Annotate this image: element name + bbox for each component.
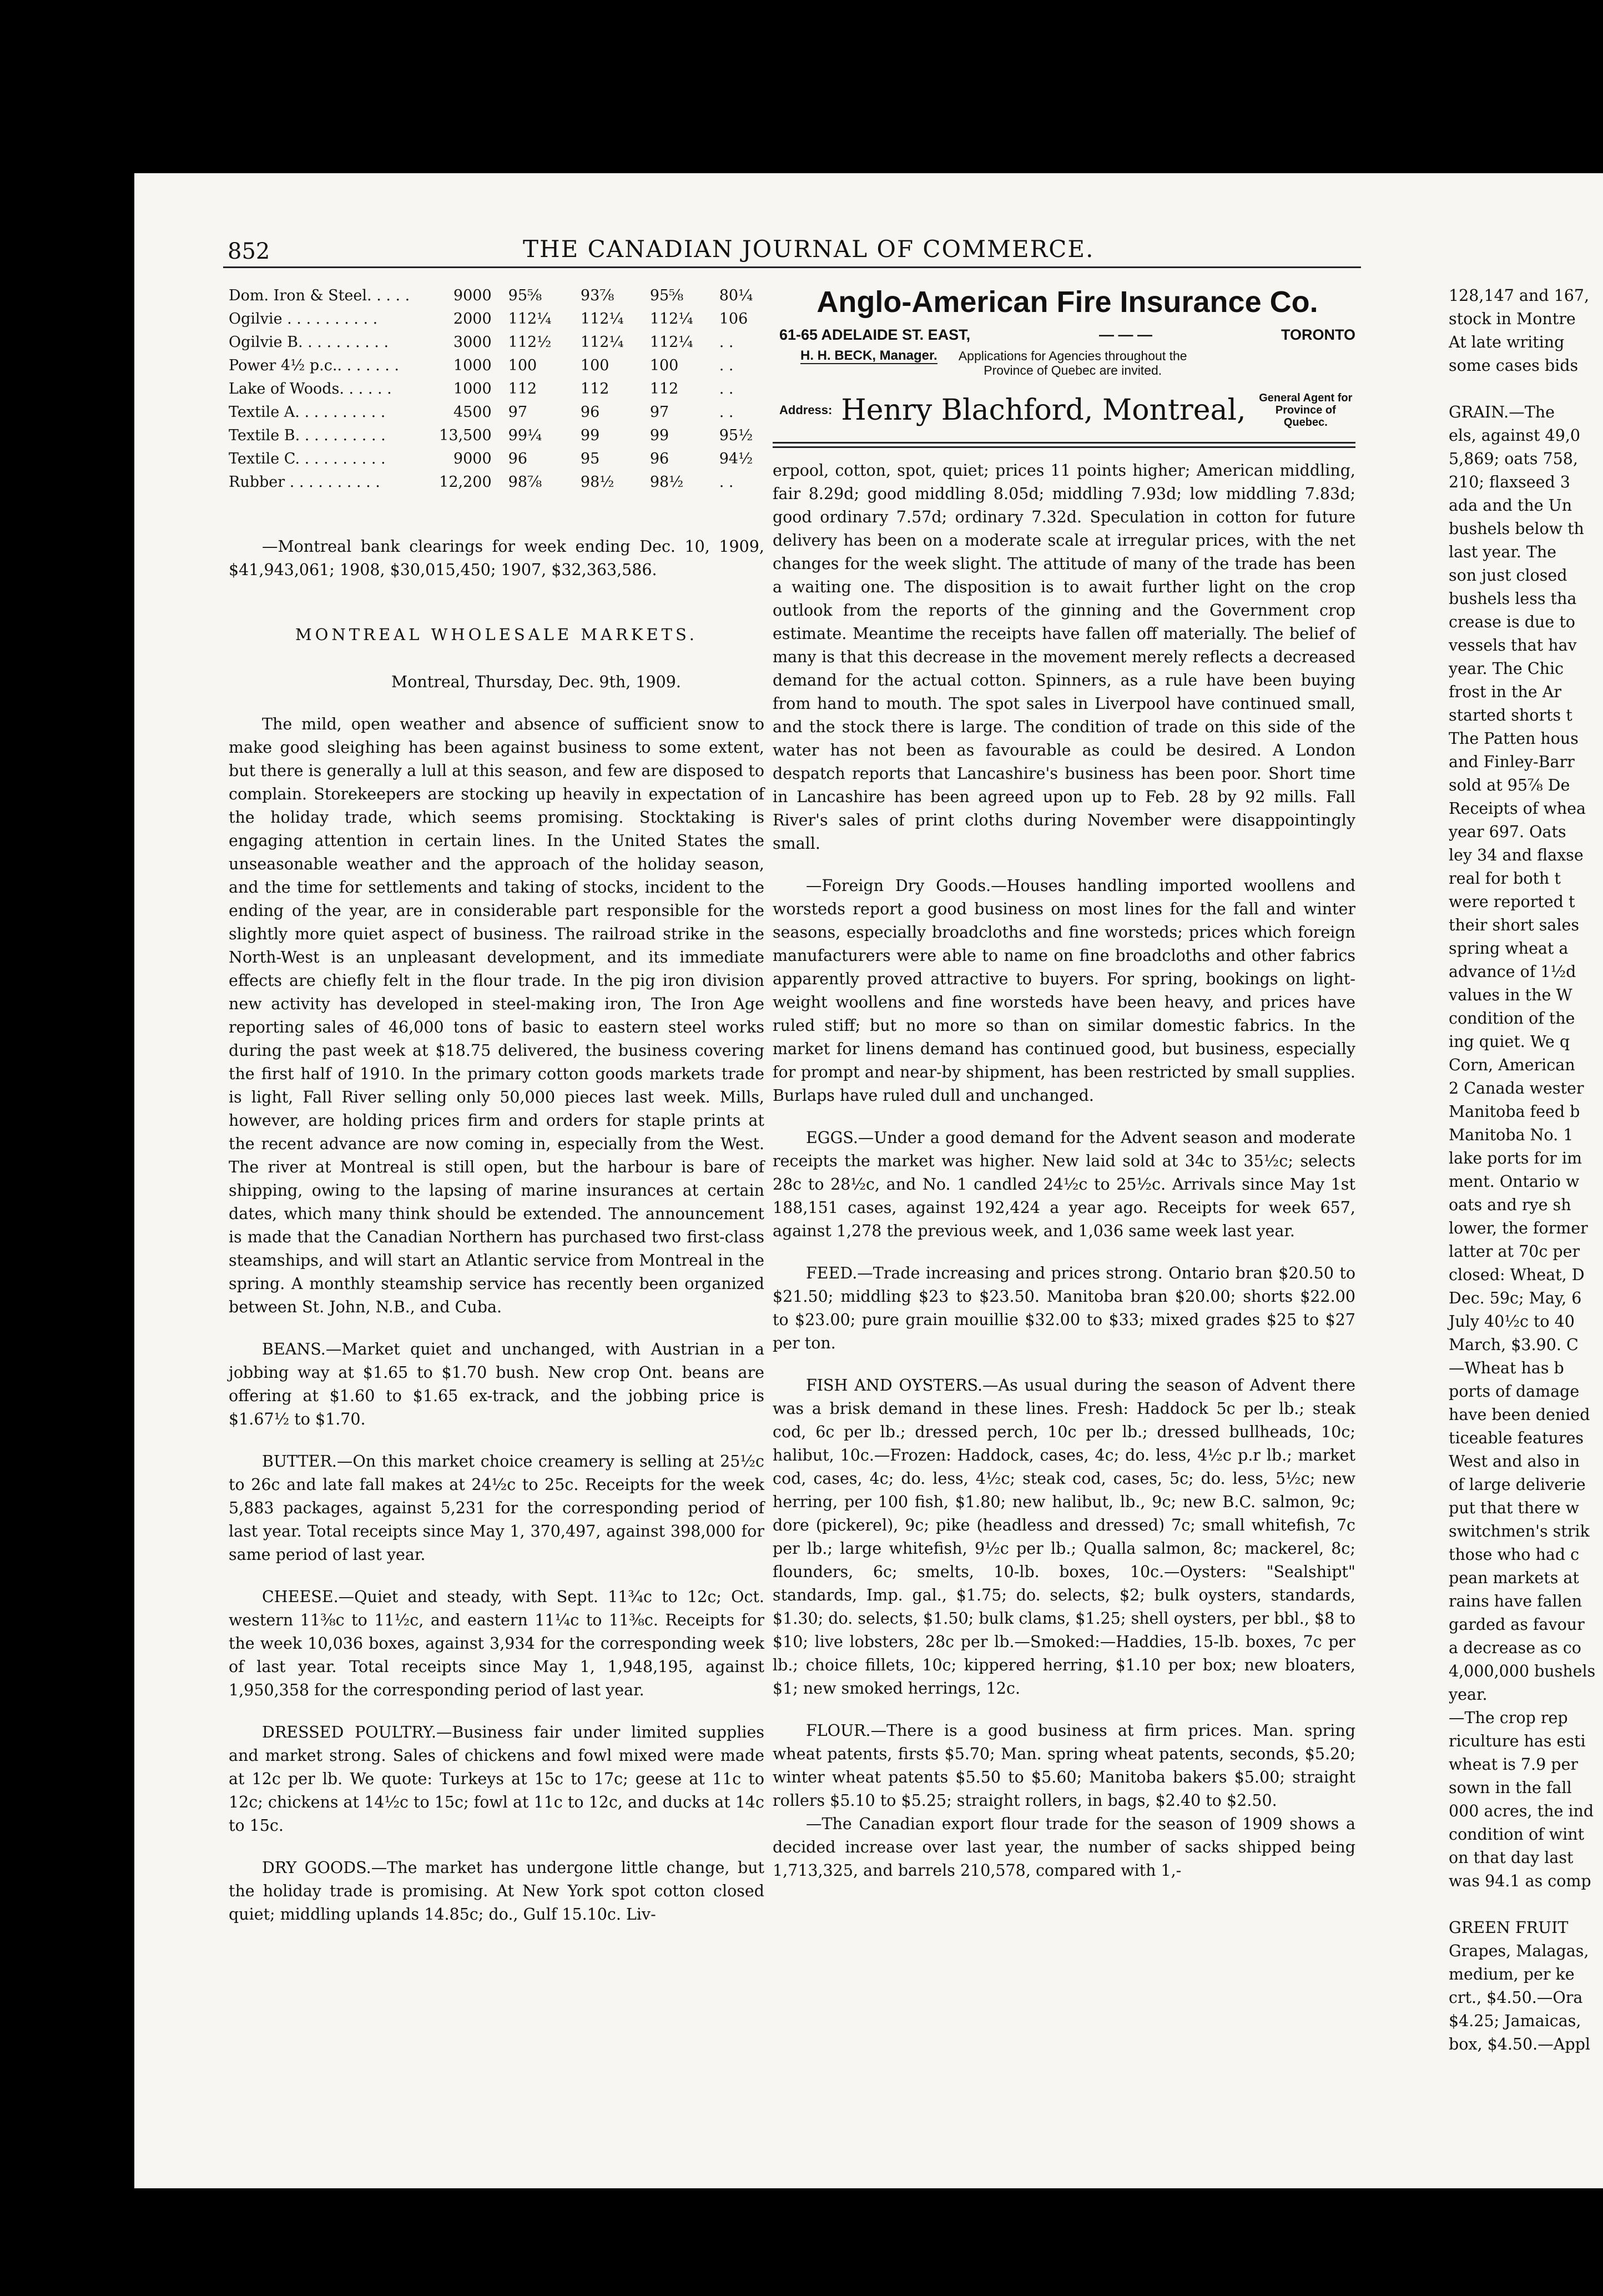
stock-cell-c1: 95⅝ bbox=[508, 287, 542, 304]
stock-row bbox=[229, 447, 762, 471]
stock-cell-shares: 1000 bbox=[453, 380, 492, 397]
adjacent-page-line: box, $4.50.—Appl bbox=[1449, 2035, 1590, 2053]
adjacent-page-line: West and also in bbox=[1449, 1452, 1580, 1471]
adjacent-page-line: ticeable features bbox=[1449, 1429, 1584, 1447]
adjacent-page-line: those who had c bbox=[1449, 1545, 1580, 1564]
adjacent-page-line: year. The Chic bbox=[1449, 659, 1564, 678]
stock-table bbox=[229, 284, 762, 494]
butter-paragraph: BUTTER.—On this market choice creamery is selling at 25½c to 26c and late fall makes at 24½c to 25c. Receipts for the week 5,883 packages, against 5,231 for the corresponding period of last year. Total receipts since May 1, 370,497, against 398,000 for same period of last year. bbox=[229, 1452, 764, 1564]
adjacent-page-line: a decrease as co bbox=[1449, 1639, 1581, 1657]
adjacent-page-line: els, against 49,0 bbox=[1449, 426, 1581, 445]
section-heading: MONTREAL WHOLESALE MARKETS. bbox=[295, 625, 698, 644]
stock-cell-c4: 106 bbox=[719, 310, 748, 328]
ad-address-label: Address: bbox=[779, 403, 833, 417]
beans-paragraph: BEANS.—Market quiet and unchanged, with Austrian in a jobbing way at $1.65 to $1.70 bush. New crop Ont. beans are offering at $1.60 to $1.65 ex-track, and the jobbing price is $1.67½ to $1.70. bbox=[229, 1340, 764, 1428]
ad-city: TORONTO bbox=[1281, 326, 1355, 343]
liverpool-paragraph: erpool, cotton, spot, quiet; prices 11 points higher; American middling, fair 8.29d; good middling 8.05d; middling 7.93d; low middling 7.83d; good ordinary 7.57d; ordinary 7.32d. Speculation in cotton for future delivery has been on a moderate scale at irregular prices, with the net changes for the week slight. The attitude of many of the trade has been a waiting one. The disposition is to await further light on the crop outlook from the reports of the ginning and the Government crop estimate. Meantime the receipts have fallen off materially. The belief of many is that this decrease in the movement merely reflects a decreased demand for the actual cotton. Spinners, as a rule have been buying from hand to mouth. The spot sales in Liverpool have continued small, and the stock there is large. The condition of trade on this side of the water has not been as favourable as could be desired. A London despatch reports that Lancashire's business has been poor. Short time in Lancashire has been agreed upon up to Feb. 28 by 92 mills. Fall River's sales of print cloths during November were disappointingly small. bbox=[773, 461, 1355, 853]
poultry-paragraph: DRESSED POULTRY.—Business fair under limited supplies and market strong. Sales of chickens and fowl mixed were made at 12c per lb. We quote: Turkeys at 15c to 17c; geese at 11c to 12c; chickens at 14½c to 15c; fowl at 11c to 12c, and ducks at 14c to 15c. bbox=[229, 1723, 764, 1835]
adjacent-page-line: ing quiet. We q bbox=[1449, 1033, 1570, 1051]
adjacent-page-line bbox=[1449, 1893, 1603, 1916]
adjacent-page-line: The Patten hous bbox=[1449, 729, 1579, 748]
stock-cell-c4: . . bbox=[719, 357, 734, 374]
stock-cell-name: Power 4½ p.c.. . . . . . . bbox=[229, 357, 399, 374]
header-rule bbox=[223, 266, 1361, 268]
adjacent-page-line: year. bbox=[1449, 1685, 1488, 1704]
adjacent-page-line: year 697. Oats bbox=[1449, 823, 1566, 841]
stock-cell-c3: 96 bbox=[649, 450, 669, 467]
adjacent-page-line: March, $3.90. C bbox=[1449, 1336, 1579, 1354]
adjacent-page-line: condition of wint bbox=[1449, 1825, 1585, 1844]
stock-cell-c3: 99 bbox=[649, 427, 669, 444]
stock-cell-c2: 98½ bbox=[580, 474, 614, 491]
ad-address: 61-65 ADELAIDE ST. EAST, bbox=[779, 326, 971, 343]
stock-cell-c1: 96 bbox=[508, 450, 527, 467]
adjacent-page-line bbox=[1449, 377, 1603, 401]
stock-cell-c3: 112 bbox=[649, 380, 679, 397]
stock-cell-c2: 99 bbox=[580, 427, 600, 444]
ad-address-row bbox=[779, 325, 1355, 344]
stock-cell-shares: 4500 bbox=[453, 404, 492, 421]
stock-cell-c2: 100 bbox=[580, 357, 609, 374]
adjacent-page-line: stock in Montre bbox=[1449, 310, 1576, 328]
bank-clearings: —Montreal bank clearings for week ending Dec. 10, 1909, $41,943,061; 1908, $30,015,450; 1907, $32,363,586. bbox=[229, 537, 764, 579]
adjacent-page-line: Dec. 59c; May, 6 bbox=[1449, 1289, 1582, 1307]
adjacent-page-line: riculture has esti bbox=[1449, 1732, 1586, 1750]
fish-paragraph: FISH AND OYSTERS.—As usual during the season of Advent there was a brisk demand in these lines. Fresh: Haddock 5c per lb.; steak cod, 6c per lb.; dressed perch, 10c per lb.; dressed bullheads, 10c; halibut, 10c.—Frozen: Haddock, cases, 4c; do. less, 4½c p.r lb.; market cod, cases, 4c; do. less, 4½c; steak cod, cases, 5c; do. less, 5½c; new herring, per 100 fish, $1.80; new halibut, lb., 9c; new B.C. salmon, 9c; dore (pickerel), 9c; pike (headless and dressed) 7c; small whitefish, 7c per lb.; large whitefish, 9½c per lb.; Qualla salmon, 8c; mackerel, 8c; flounders, 6c; smelts, 10-lb. boxes, 10c.—Oysters: "Sealshipt" standards, Imp. gal., $1.75; do. selects, $2; bulk oysters, standards, $1.30; do. selects, $1.50; bulk clams, $1.25; shell oysters, per bbl., $8 to $10; live lobsters, 28c per lb.—Smoked:—Haddies, 15-lb. boxes, 7c per lb.; choice fillets, 10c; kippered herring, $1.10 per box; new bloaters, $1; new smoked herrings, 12c. bbox=[773, 1376, 1355, 1698]
stock-cell-c3: 112¼ bbox=[649, 310, 693, 328]
adjacent-page-line: 4,000,000 bushels bbox=[1449, 1662, 1596, 1680]
adjacent-page-line: ada and the Un bbox=[1449, 496, 1572, 515]
adjacent-page-line: pean markets at bbox=[1449, 1569, 1579, 1587]
stock-cell-c1: 98⅞ bbox=[508, 474, 542, 491]
adjacent-page-line: sown in the fall bbox=[1449, 1779, 1572, 1797]
adjacent-page-line: sold at 95⅞ De bbox=[1449, 776, 1570, 794]
adjacent-page-line: GRAIN.—The bbox=[1449, 403, 1555, 421]
stock-cell-c4: 95½ bbox=[719, 427, 753, 444]
adjacent-page-line: spring wheat a bbox=[1449, 939, 1569, 958]
stock-cell-c4: . . bbox=[719, 404, 734, 421]
adjacent-page-line: were reported t bbox=[1449, 893, 1575, 911]
insurance-advertisement bbox=[773, 284, 1355, 429]
stock-cell-shares: 9000 bbox=[453, 287, 492, 304]
adjacent-page-line: on that day last bbox=[1449, 1849, 1574, 1867]
stock-cell-c4: 80¼ bbox=[719, 287, 753, 304]
ad-dashes: — — — bbox=[1099, 326, 1153, 343]
stock-cell-shares: 12,200 bbox=[439, 474, 492, 491]
stock-cell-c2: 112¼ bbox=[580, 310, 624, 328]
adjacent-page-edge bbox=[1388, 173, 1603, 2188]
adjacent-page-line: of large deliverie bbox=[1449, 1476, 1586, 1494]
cheese-paragraph: CHEESE.—Quiet and steady, with Sept. 11¾c to 12c; Oct. western 11⅜c to 11½c, and eastern 11¼c to 11⅜c. Receipts for the week 10,036 boxes, against 3,934 for the corresponding week of last year. Total receipts since May 1, 1,948,195, against 1,950,358 for the corresponding period of last year. bbox=[229, 1588, 764, 1699]
ad-title: Anglo-American Fire Insurance Co. bbox=[816, 285, 1318, 319]
adjacent-page-line: 210; flaxseed 3 bbox=[1449, 473, 1570, 491]
stock-row bbox=[229, 424, 762, 447]
adjacent-page-line: 5,869; oats 758, bbox=[1449, 450, 1578, 468]
stock-cell-c3: 112¼ bbox=[649, 334, 693, 351]
stock-cell-c2: 93⅞ bbox=[580, 287, 614, 304]
stock-row bbox=[229, 331, 762, 354]
adjacent-page-line: frost in the Ar bbox=[1449, 683, 1561, 701]
flour-paragraph: FLOUR.—There is a good business at firm prices. Man. spring wheat patents, firsts $5.70; Man. spring wheat patents, seconds, $5.20; winter wheat patents $5.50 to $5.60; Manitoba bakers $5.00; straight rollers $5.10 to $5.25; straight rollers, in bags, $2.40 to $2.50. bbox=[773, 1721, 1355, 1810]
stock-cell-name: Textile C. . . . . . . . . . bbox=[229, 450, 386, 467]
feed-paragraph: FEED.—Trade increasing and prices strong. Ontario bran $20.50 to $21.50; middling $23 to $23.50. Manitoba bran $20.00; shorts $22.00 to $23.00; pure grain mouillie $32.00 to $33; mixed grades $25 to $27 per ton. bbox=[773, 1264, 1355, 1352]
intro-paragraph: The mild, open weather and absence of sufficient snow to make good sleighing has been against business to some extent, but there is generally a lull at this season, and few are disposed to complain. Storekeepers are stocking up heavily in expectation of the holiday trade, which seems promising. Stocktaking is engaging attention in certain lines. In the United States the unseasonable weather and the approach of the holiday season, and the time for settlements and taking of stocks, incident to the ending of the year, are in considerable part responsible for the slightly more quiet aspect of business. The railroad strike in the North-West is an unpleasant development, and its immediate effects are chiefly felt in the flour trade. In the pig iron division new activity has developed in steel-making iron, The Iron Age reporting sales of 46,000 tons of basic to eastern steel works during the past week at $18.75 delivered, the business covering the first half of 1910. In the primary cotton goods markets trade is light, Fall River selling only 50,000 pieces last week. Mills, however, are holding prices firm and orders for staple prints at the recent advance are now coming in, especially from the West. The river at Montreal is still open, but the harbour is bare of shipping, owing to the lapsing of marine insurances at certain dates, which many think should be extended. The announcement is made that the Canadian Northern has purchased two first-class steamships, and will start an Atlantic service from Montreal in the spring. A monthly steamship service has recently been organized between St. John, N.B., and Cuba. bbox=[229, 715, 764, 1316]
adjacent-page-line: put that there w bbox=[1449, 1499, 1580, 1517]
flour-trade-paragraph: —The Canadian export flour trade for the season of 1909 shows a decided increase over last year, the number of sacks shipped being 1,713,325, and barrels 210,578, compared with 1,- bbox=[773, 1815, 1355, 1880]
stock-cell-name: Textile B. . . . . . . . . . bbox=[229, 427, 386, 444]
adjacent-page-line: ley 34 and flaxse bbox=[1449, 846, 1584, 864]
stock-cell-c4: 94½ bbox=[719, 450, 753, 467]
right-column bbox=[773, 284, 1355, 1901]
adjacent-page-line: 128,147 and 167, bbox=[1449, 286, 1590, 305]
adjacent-page-line: bushels less tha bbox=[1449, 590, 1577, 608]
stock-cell-c1: 112 bbox=[508, 380, 537, 397]
adjacent-page-line: Corn, American bbox=[1449, 1056, 1575, 1074]
adjacent-page-line: rains have fallen bbox=[1449, 1592, 1582, 1610]
adjacent-page-line: condition of the bbox=[1449, 1009, 1575, 1028]
stock-cell-c4: . . bbox=[719, 334, 734, 351]
journal-page bbox=[134, 173, 1395, 2188]
stock-row bbox=[229, 471, 762, 494]
adjacent-page-line: ports of damage bbox=[1449, 1382, 1580, 1401]
adjacent-page-line: some cases bids bbox=[1449, 356, 1579, 375]
adjacent-page-line: lake ports for im bbox=[1449, 1149, 1582, 1167]
stock-row bbox=[229, 284, 762, 308]
stock-cell-shares: 13,500 bbox=[439, 427, 492, 444]
ad-general-agent: General Agent for Province of Quebec. bbox=[1259, 392, 1353, 429]
stock-row bbox=[229, 354, 762, 377]
adjacent-page-line: 2 Canada wester bbox=[1449, 1079, 1584, 1097]
dateline: Montreal, Thursday, Dec. 9th, 1909. bbox=[391, 673, 681, 691]
stock-row bbox=[229, 308, 762, 331]
adjacent-page-line: —The crop rep bbox=[1449, 1709, 1568, 1727]
stock-cell-shares: 2000 bbox=[453, 310, 492, 328]
adjacent-page-line: was 94.1 as comp bbox=[1449, 1872, 1591, 1890]
ad-agent-row bbox=[779, 392, 1355, 429]
adjacent-page-line: Manitoba No. 1 bbox=[1449, 1126, 1574, 1144]
drygoods-paragraph: DRY GOODS.—The market has undergone little change, but the holiday trade is promising. At New York spot cotton closed quiet; middling uplands 14.85c; do., Gulf 15.10c. Liv- bbox=[229, 1859, 764, 1924]
adjacent-page-line: latter at 70c per bbox=[1449, 1242, 1580, 1261]
adjacent-page-line: 000 acres, the ind bbox=[1449, 1802, 1594, 1820]
adjacent-page-line: bushels below th bbox=[1449, 520, 1584, 538]
stock-cell-name: Dom. Iron & Steel. . . . . bbox=[229, 287, 410, 304]
adjacent-page-line: switchmen's strik bbox=[1449, 1522, 1590, 1540]
adjacent-page-line: lower, the former bbox=[1449, 1219, 1588, 1237]
stock-cell-c4: . . bbox=[719, 380, 734, 397]
stock-cell-c2: 96 bbox=[580, 404, 600, 421]
page-title: THE CANADIAN JOURNAL OF COMMERCE. bbox=[523, 235, 1095, 263]
stock-cell-shares: 1000 bbox=[453, 357, 492, 374]
foreign-drygoods-paragraph: —Foreign Dry Goods.—Houses handling imported woollens and worsteds report a good business on most lines for the fall and winter seasons, especially broadcloths and fine worsteds; prices which foreign manufacturers were able to name on fine broadcloths and other fabrics apparently proved attractive to buyers. For spring, bookings on light-weight woollens and fine worsteds have been heavy, and prices have ruled stiff; but no more so than on similar domestic fabrics. In the market for linens demand has continued good, but business, especially for prompt and near-by shipment, has been restricted by small supplies. Burlaps have ruled dull and unchanged. bbox=[773, 877, 1355, 1105]
adjacent-page-line: closed: Wheat, D bbox=[1449, 1266, 1585, 1284]
stock-cell-c3: 100 bbox=[649, 357, 679, 374]
adjacent-page-line: Receipts of whea bbox=[1449, 799, 1586, 818]
adjacent-page-line: real for both t bbox=[1449, 869, 1561, 888]
adjacent-page-line: advance of 1½d bbox=[1449, 963, 1576, 981]
adjacent-page-line: son just closed bbox=[1449, 566, 1567, 585]
page-number: 852 bbox=[228, 239, 270, 264]
adjacent-page-line: their short sales bbox=[1449, 916, 1579, 934]
stock-cell-c1: 100 bbox=[508, 357, 537, 374]
stock-cell-c3: 97 bbox=[649, 404, 669, 421]
adjacent-page-line: ment. Ontario w bbox=[1449, 1172, 1580, 1191]
adjacent-page-line: $4.25; Jamaicas, bbox=[1449, 2012, 1581, 2030]
stock-cell-shares: 9000 bbox=[453, 450, 492, 467]
stock-cell-c2: 112¼ bbox=[580, 334, 624, 351]
left-column bbox=[229, 284, 764, 1945]
adjacent-page-line: Grapes, Malagas, bbox=[1449, 1942, 1589, 1960]
adjacent-page-line: have been denied bbox=[1449, 1406, 1590, 1424]
adjacent-page-line: wheat is 7.9 per bbox=[1449, 1755, 1579, 1774]
adjacent-page-line: crease is due to bbox=[1449, 613, 1575, 631]
adjacent-page-line: At late writing bbox=[1449, 333, 1565, 351]
stock-cell-c2: 112 bbox=[580, 380, 609, 397]
adjacent-page-line: GREEN FRUIT bbox=[1449, 1919, 1569, 1937]
ad-applications: Applications for Agencies throughout the Province of Quebec are invited. bbox=[958, 349, 1187, 377]
adjacent-page-line: medium, per ke bbox=[1449, 1965, 1575, 1983]
stock-cell-name: Lake of Woods. . . . . . bbox=[229, 380, 392, 397]
stock-cell-shares: 3000 bbox=[453, 334, 492, 351]
adjacent-page-line: oats and rye sh bbox=[1449, 1196, 1571, 1214]
ad-agent-name: Henry Blachford, Montreal, bbox=[841, 394, 1246, 427]
stock-cell-c2: 95 bbox=[580, 450, 600, 467]
stock-cell-c3: 98½ bbox=[649, 474, 684, 491]
ad-manager-row bbox=[800, 349, 1355, 377]
stock-cell-name: Rubber . . . . . . . . . . bbox=[229, 474, 380, 491]
stock-cell-name: Textile A. . . . . . . . . . bbox=[229, 404, 386, 421]
eggs-paragraph: EGGS.—Under a good demand for the Advent season and moderate receipts the market was higher. New laid sold at 34c to 35½c; selects 28c to 28½c, and No. 1 candled 24½c to 25½c. Arrivals since May 1st 188,151 cases, against 192,424 a year ago. Receipts for week 657, against 1,278 the previous week, and 1,036 same week last year. bbox=[773, 1129, 1355, 1240]
stock-cell-c1: 99¼ bbox=[508, 427, 542, 444]
adjacent-page-line: garded as favour bbox=[1449, 1615, 1585, 1634]
stock-cell-c3: 95⅝ bbox=[649, 287, 684, 304]
adjacent-page-line: Manitoba feed b bbox=[1449, 1102, 1580, 1121]
stock-cell-c1: 112½ bbox=[508, 334, 552, 351]
adjacent-page-text bbox=[1449, 284, 1603, 2056]
stock-row bbox=[229, 377, 762, 401]
stock-cell-name: Ogilvie . . . . . . . . . . bbox=[229, 310, 378, 328]
adjacent-page-line: July 40½c to 40 bbox=[1449, 1312, 1575, 1331]
adjacent-page-line: vessels that hav bbox=[1449, 636, 1577, 654]
stock-cell-c1: 97 bbox=[508, 404, 527, 421]
stock-row bbox=[229, 401, 762, 424]
adjacent-page-line: —Wheat has b bbox=[1449, 1359, 1564, 1377]
adjacent-page-line: values in the W bbox=[1449, 986, 1572, 1004]
adjacent-page-line: started shorts t bbox=[1449, 706, 1572, 724]
ad-manager: H. H. BECK, Manager. bbox=[800, 348, 937, 363]
ad-double-rule bbox=[773, 442, 1355, 448]
stock-cell-name: Ogilvie B. . . . . . . . . . bbox=[229, 334, 389, 351]
stock-cell-c4: . . bbox=[719, 474, 734, 491]
adjacent-page-line: crt., $4.50.—Ora bbox=[1449, 1988, 1583, 2007]
stock-cell-c1: 112¼ bbox=[508, 310, 552, 328]
adjacent-page-line: and Finley-Barr bbox=[1449, 753, 1575, 771]
adjacent-page-line: last year. The bbox=[1449, 543, 1557, 561]
